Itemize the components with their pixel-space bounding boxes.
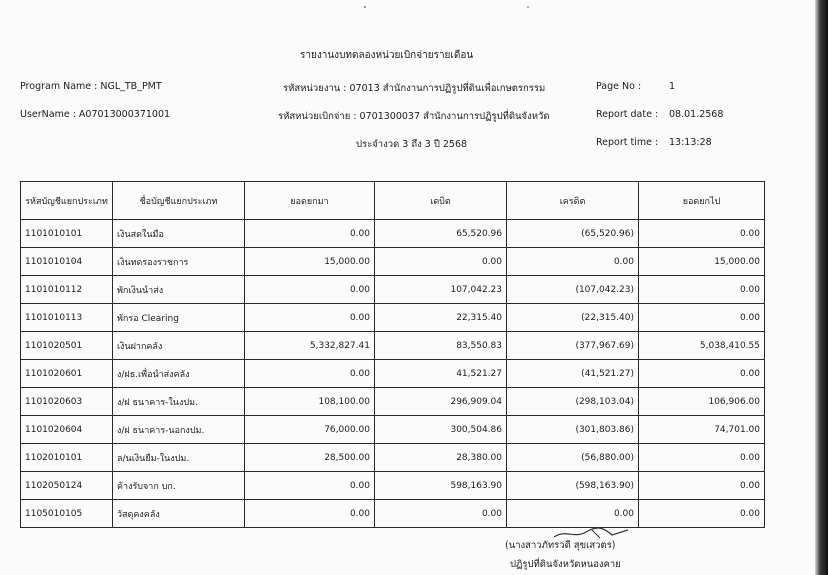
cell-account-name: ง/ฝ ธนาคาร-ในงปม. bbox=[113, 388, 245, 416]
cell-account-code: 1102010101 bbox=[21, 444, 113, 472]
cell-account-code: 1101010104 bbox=[21, 248, 113, 276]
table-row bbox=[21, 444, 765, 472]
cell-closing-balance: 0.00 bbox=[639, 472, 765, 500]
cell-opening-balance: 0.00 bbox=[245, 276, 375, 304]
col-header-credit: เครดิต bbox=[507, 182, 639, 220]
agency-code: รหัสหน่วยงาน : 07013 สำนักงานการปฏิรูปที่ดินเพื่อเกษตรกรรม bbox=[283, 83, 546, 94]
cell-closing-balance: 0.00 bbox=[639, 500, 765, 528]
cell-account-name: เงินทดรองราชการ bbox=[113, 248, 245, 276]
date-value: 08.01.2568 bbox=[669, 109, 724, 120]
cell-account-name: ค้างรับจาก บก. bbox=[113, 472, 245, 500]
time-label: Report time : bbox=[596, 137, 659, 148]
cell-closing-balance: 0.00 bbox=[639, 220, 765, 248]
cell-account-name: วัสดุคงคลัง bbox=[113, 500, 245, 528]
trial-balance-table bbox=[20, 181, 765, 528]
cell-account-name: ล/นเงินยืม-ในงปม. bbox=[113, 444, 245, 472]
cell-account-name: ง/ฝ ธนาคาร-นอกงปม. bbox=[113, 416, 245, 444]
cell-account-code: 1101020501 bbox=[21, 332, 113, 360]
cell-account-code: 1101010101 bbox=[21, 220, 113, 248]
cell-account-code: 1101020604 bbox=[21, 416, 113, 444]
cell-opening-balance: 0.00 bbox=[245, 500, 375, 528]
cell-opening-balance: 0.00 bbox=[245, 360, 375, 388]
scan-speck bbox=[527, 6, 529, 8]
cell-closing-balance: 106,906.00 bbox=[639, 388, 765, 416]
table-row bbox=[21, 304, 765, 332]
cell-debit: 22,315.40 bbox=[375, 304, 507, 332]
signatory-position: ปฏิรูปที่ดินจังหวัดหนองคาย bbox=[510, 559, 621, 570]
cell-debit: 598,163.90 bbox=[375, 472, 507, 500]
page-value: 1 bbox=[669, 81, 676, 92]
cell-opening-balance: 15,000.00 bbox=[245, 248, 375, 276]
cell-debit: 28,380.00 bbox=[375, 444, 507, 472]
table-header-row bbox=[21, 182, 765, 220]
cell-credit: (598,163.90) bbox=[507, 472, 639, 500]
cell-credit: (301,803.86) bbox=[507, 416, 639, 444]
cell-account-code: 1102050124 bbox=[21, 472, 113, 500]
cell-account-code: 1101020603 bbox=[21, 388, 113, 416]
cell-opening-balance: 28,500.00 bbox=[245, 444, 375, 472]
table-body bbox=[21, 220, 765, 528]
table-row bbox=[21, 388, 765, 416]
cell-closing-balance: 0.00 bbox=[639, 360, 765, 388]
program-name: Program Name : NGL_TB_PMT bbox=[20, 81, 162, 92]
cell-debit: 0.00 bbox=[375, 248, 507, 276]
table-row bbox=[21, 332, 765, 360]
cell-account-code: 1105010105 bbox=[21, 500, 113, 528]
cell-closing-balance: 0.00 bbox=[639, 304, 765, 332]
table-row bbox=[21, 500, 765, 528]
col-header-account-code: รหัสบัญชีแยกประเภท bbox=[21, 182, 113, 220]
page-edge-shadow bbox=[815, 0, 828, 575]
cell-credit: 0.00 bbox=[507, 500, 639, 528]
col-header-debit: เดบิต bbox=[375, 182, 507, 220]
cell-debit: 41,521.27 bbox=[375, 360, 507, 388]
col-header-closing-balance: ยอดยกไป bbox=[639, 182, 765, 220]
cell-account-name: ง/ฝธ.เพื่อนำส่งคลัง bbox=[113, 360, 245, 388]
page-label: Page No : bbox=[596, 81, 642, 92]
signatory-name: (นางสาวภัทรวดี สุขเสวตร) bbox=[505, 540, 616, 551]
cell-closing-balance: 0.00 bbox=[639, 444, 765, 472]
cell-closing-balance: 15,000.00 bbox=[639, 248, 765, 276]
table-row bbox=[21, 276, 765, 304]
report-title: รายงานงบทดลองหน่วยเบิกจ่ายรายเดือน bbox=[300, 50, 474, 61]
cell-account-name: เงินฝากคลัง bbox=[113, 332, 245, 360]
date-label: Report date : bbox=[596, 109, 659, 120]
cell-debit: 83,550.83 bbox=[375, 332, 507, 360]
cell-debit: 296,909.04 bbox=[375, 388, 507, 416]
cell-opening-balance: 5,332,827.41 bbox=[245, 332, 375, 360]
cell-credit: (41,521.27) bbox=[507, 360, 639, 388]
cell-opening-balance: 0.00 bbox=[245, 304, 375, 332]
cell-debit: 65,520.96 bbox=[375, 220, 507, 248]
table-row bbox=[21, 360, 765, 388]
time-value: 13:13:28 bbox=[669, 137, 712, 148]
cell-account-name: พักรอ Clearing bbox=[113, 304, 245, 332]
cell-credit: (377,967.69) bbox=[507, 332, 639, 360]
cell-credit: 0.00 bbox=[507, 248, 639, 276]
cell-debit: 0.00 bbox=[375, 500, 507, 528]
cell-account-name: พักเงินนำส่ง bbox=[113, 276, 245, 304]
col-header-opening-balance: ยอดยกมา bbox=[245, 182, 375, 220]
table-row bbox=[21, 416, 765, 444]
cell-credit: (107,042.23) bbox=[507, 276, 639, 304]
user-name: UserName : A07013000371001 bbox=[20, 109, 171, 120]
cell-opening-balance: 108,100.00 bbox=[245, 388, 375, 416]
period: ประจำงวด 3 ถึง 3 ปี 2568 bbox=[356, 139, 468, 150]
cell-account-code: 1101020601 bbox=[21, 360, 113, 388]
scan-speck bbox=[364, 6, 366, 8]
cell-credit: (22,315.40) bbox=[507, 304, 639, 332]
cell-opening-balance: 0.00 bbox=[245, 220, 375, 248]
table-row bbox=[21, 248, 765, 276]
cell-credit: (56,880.00) bbox=[507, 444, 639, 472]
cell-credit: (298,103.04) bbox=[507, 388, 639, 416]
cell-closing-balance: 74,701.00 bbox=[639, 416, 765, 444]
cell-account-name: เงินสดในมือ bbox=[113, 220, 245, 248]
cell-opening-balance: 76,000.00 bbox=[245, 416, 375, 444]
cell-debit: 300,504.86 bbox=[375, 416, 507, 444]
cell-closing-balance: 5,038,410.55 bbox=[639, 332, 765, 360]
cell-opening-balance: 0.00 bbox=[245, 472, 375, 500]
cell-account-code: 1101010112 bbox=[21, 276, 113, 304]
table-row bbox=[21, 472, 765, 500]
disbursing-unit: รหัสหน่วยเบิกจ่าย : 0701300037 สำนักงานการปฏิรูปที่ดินจังหวัด bbox=[278, 111, 550, 122]
col-header-account-name: ชื่อบัญชีแยกประเภท bbox=[113, 182, 245, 220]
cell-closing-balance: 0.00 bbox=[639, 276, 765, 304]
cell-credit: (65,520.96) bbox=[507, 220, 639, 248]
table-row bbox=[21, 220, 765, 248]
cell-debit: 107,042.23 bbox=[375, 276, 507, 304]
cell-account-code: 1101010113 bbox=[21, 304, 113, 332]
